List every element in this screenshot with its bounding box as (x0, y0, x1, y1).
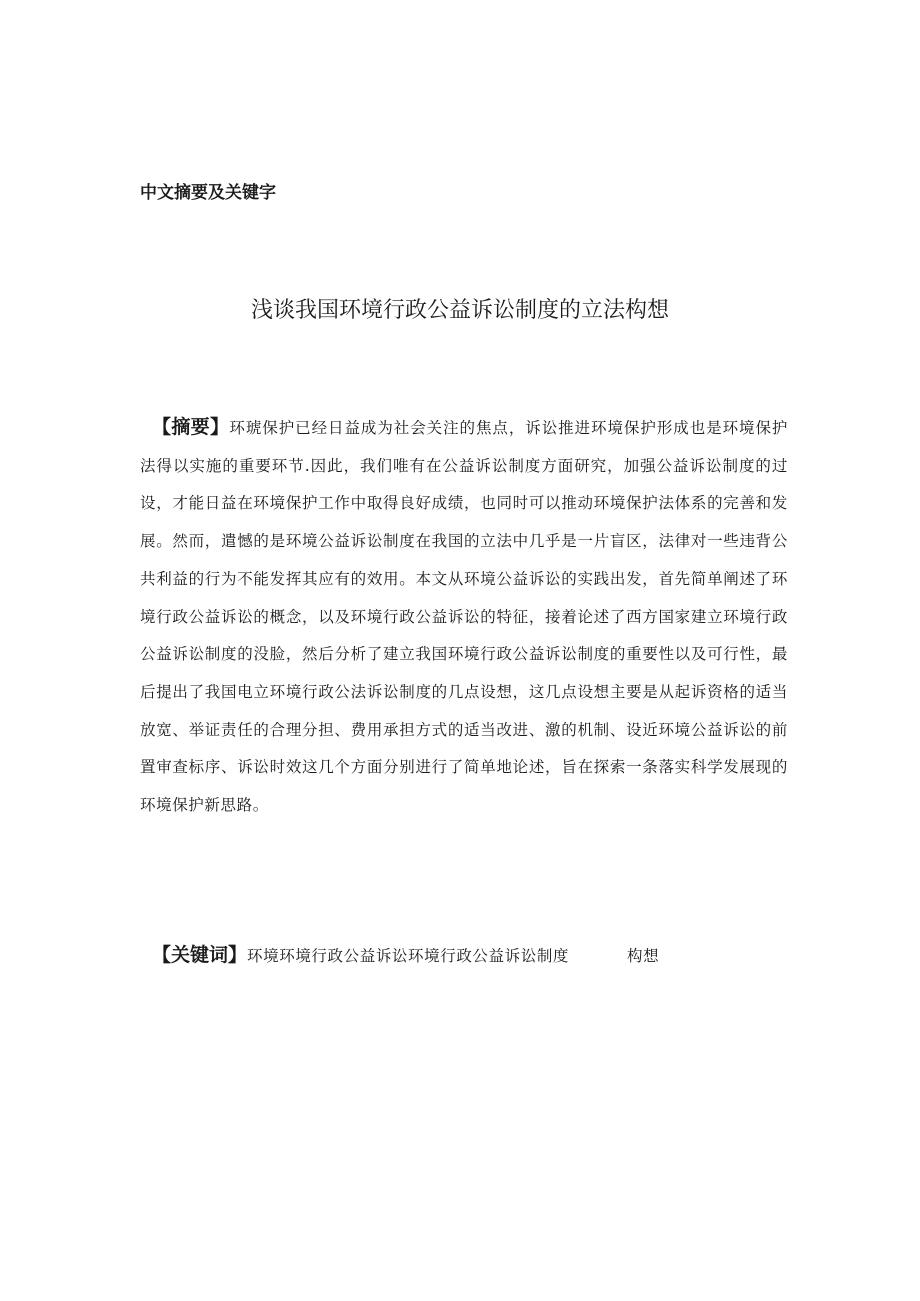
keywords-text: 环境环境行政公益诉讼环境行政公益诉讼制度 (247, 947, 570, 965)
keywords-label: 【关键词】 (152, 944, 248, 966)
section-header: 中文摘要及关键字 (140, 183, 276, 203)
document-title: 浅谈我国环境行政公益诉讼制度的立法构想 (250, 298, 669, 323)
keywords-line (152, 940, 659, 967)
abstract-text: 环琥保护已经日益成为社会关注的焦点，诉讼推进环境保护形成也是环境保护法得以实施的重要环节.因此，我们唯有在公益诉讼制度方面研究，加强公益诉讼制度的过设，才能日益在环境保护工作中取得良好成绩，也同时可以推动环境保护法体系的完善和发展。然而，遣憾的是环境公益诉讼制度在我国的立法中几乎是一片盲区，法律对一些违背公共利益的行为不能发挥其应有的效用。本文从环境公益诉讼的实践出发，首先简单阐述了环境行政公益诉讼的概念，以及环境行政公益诉讼的特征，接着论述了西方国家建立环境行政公益诉讼制度的没脸，然后分析了建立我国环境行政公益诉讼制度的重要性以及可行性，最后提出了我国电立环境行政公法诉讼制度的几点设想，这几点设想主要是从起诉资格的适当放宽、举证责任的合理分担、费用承担方式的适当改进、激的机制、设近环境公益诉讼的前置审查标序、诉讼时效这几个方面分别进行了简单地论述，旨在探索一条落实科学发展现的环境保护新思路。 (140, 419, 788, 815)
keywords-last-term: 构想 (627, 947, 660, 965)
abstract-paragraph (140, 409, 788, 825)
abstract-label: 【摘要】 (152, 416, 230, 438)
